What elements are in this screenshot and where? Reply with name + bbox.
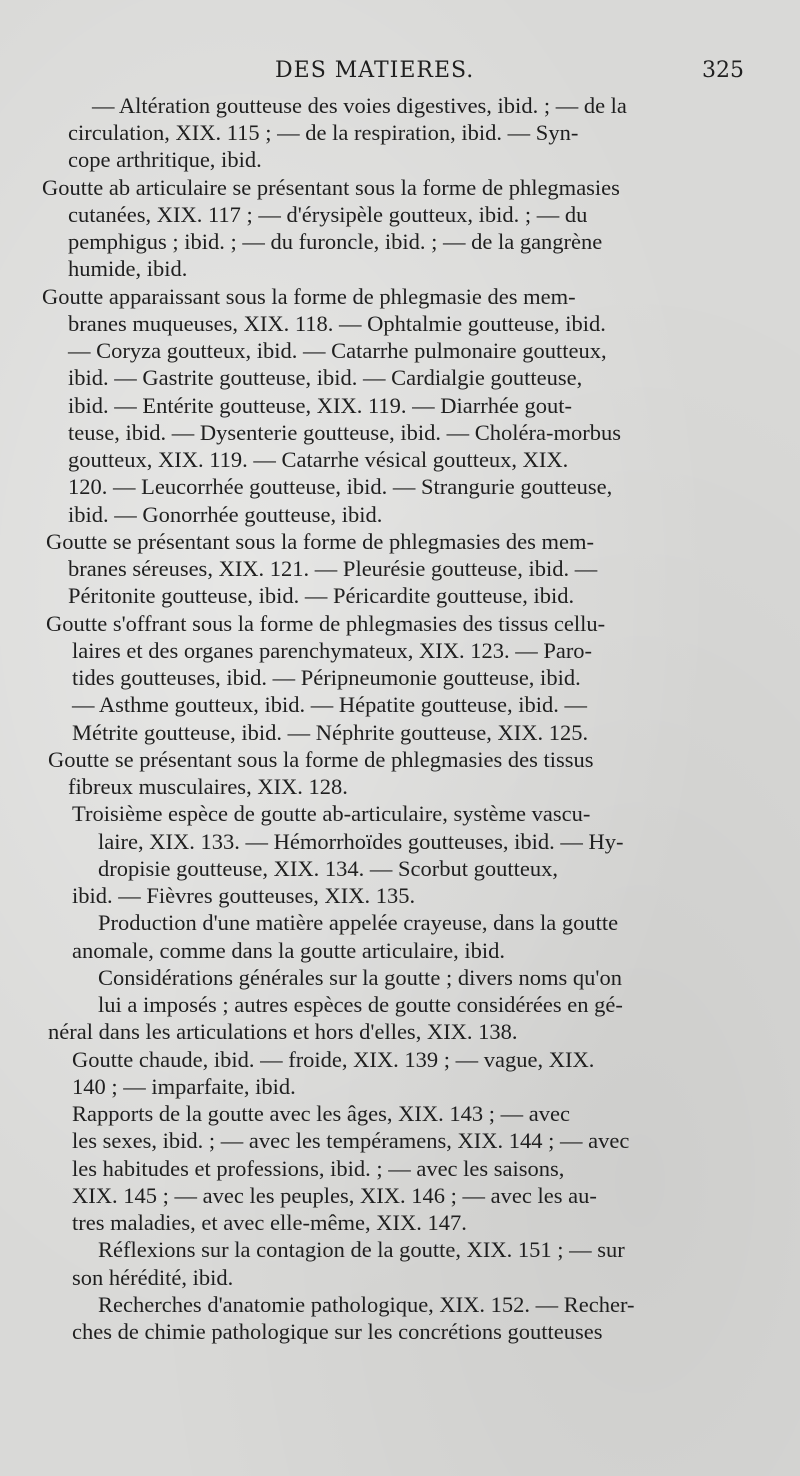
text-line: Goutte s'offrant sous la forme de phlegmasies des tissus cellu-	[46, 611, 606, 636]
text-line: les sexes, ibid. ; — avec les tempéramens, XIX. 144 ; — avec	[72, 1128, 630, 1153]
text-line: ibid. — Gonorrhée goutteuse, ibid.	[68, 502, 383, 527]
running-header	[0, 58, 800, 90]
text-line: tres maladies, et avec elle-même, XIX. 147.	[72, 1210, 467, 1235]
text-line: anomale, comme dans la goutte articulaire, ibid.	[72, 938, 505, 963]
text-line: goutteux, XIX. 119. — Catarrhe vésical goutteux, XIX.	[68, 447, 569, 472]
text-line: cope arthritique, ibid.	[68, 147, 262, 172]
text-line: — Altération goutteuse des voies digestives, ibid. ; — de la	[92, 93, 627, 118]
header-title: DES MATIERES.	[275, 58, 475, 83]
text-line: dropisie goutteuse, XIX. 134. — Scorbut goutteux,	[98, 856, 558, 881]
text-line: branes séreuses, XIX. 121. — Pleurésie goutteuse, ibid. —	[68, 556, 598, 581]
text-line: Goutte chaude, ibid. — froide, XIX. 139 ; — vague, XIX.	[72, 1047, 595, 1072]
text-line: Rapports de la goutte avec les âges, XIX. 143 ; — avec	[72, 1101, 570, 1126]
text-line: ibid. — Gastrite goutteuse, ibid. — Cardialgie goutteuse,	[68, 365, 583, 390]
text-line: Péritonite goutteuse, ibid. — Péricardite goutteuse, ibid.	[68, 583, 575, 608]
text-line: Goutte se présentant sous la forme de phlegmasies des tissus	[48, 747, 594, 772]
text-line: les habitudes et professions, ibid. ; — avec les saisons,	[72, 1156, 565, 1181]
text-line: XIX. 145 ; — avec les peuples, XIX. 146 ; — avec les au-	[72, 1183, 597, 1208]
text-line: laires et des organes parenchymateux, XIX. 123. — Paro-	[72, 638, 593, 663]
text-line: circulation, XIX. 115 ; — de la respiration, ibid. — Syn-	[68, 120, 579, 145]
text-line: branes muqueuses, XIX. 118. — Ophtalmie goutteuse, ibid.	[68, 311, 606, 336]
text-line: ibid. — Entérite goutteuse, XIX. 119. — Diarrhée gout-	[68, 393, 573, 418]
text-line: pemphigus ; ibid. ; — du furoncle, ibid. ; — de la gangrène	[68, 229, 603, 254]
text-line: lui a imposés ; autres espèces de goutte considérées en gé-	[98, 992, 623, 1017]
text-line: fibreux musculaires, XIX. 128.	[68, 774, 348, 799]
text-line: ches de chimie pathologique sur les concrétions goutteuses	[72, 1319, 603, 1344]
text-line: Production d'une matière appelée crayeuse, dans la goutte	[98, 910, 619, 935]
text-line: Considérations générales sur la goutte ; divers noms qu'on	[98, 965, 622, 990]
text-line: 120. — Leucorrhée goutteuse, ibid. — Strangurie goutteuse,	[68, 474, 613, 499]
text-line: 140 ; — imparfaite, ibid.	[72, 1074, 296, 1099]
text-line: ibid. — Fièvres goutteuses, XIX. 135.	[72, 883, 416, 908]
text-line: Goutte se présentant sous la forme de phlegmasies des mem-	[46, 529, 594, 554]
text-line: Goutte apparaissant sous la forme de phlegmasie des mem-	[42, 284, 576, 309]
text-line: Goutte ab articulaire se présentant sous la forme de phlegmasies	[42, 175, 620, 200]
text-line: son hérédité, ibid.	[72, 1265, 234, 1290]
text-line: teuse, ibid. — Dysenterie goutteuse, ibid. — Choléra-morbus	[68, 420, 622, 445]
text-line: — Asthme goutteux, ibid. — Hépatite goutteuse, ibid. —	[72, 692, 587, 717]
text-line: Troisième espèce de goutte ab-articulaire, système vascu-	[72, 801, 591, 826]
text-line: — Coryza goutteux, ibid. — Catarrhe pulmonaire goutteux,	[68, 338, 607, 363]
text-line: laire, XIX. 133. — Hémorrhoïdes goutteuses, ibid. — Hy-	[98, 829, 624, 854]
text-line: humide, ibid.	[68, 256, 188, 281]
text-line: tides goutteuses, ibid. — Péripneumonie goutteuse, ibid.	[72, 665, 581, 690]
text-line: cutanées, XIX. 117 ; — d'érysipèle goutteux, ibid. ; — du	[68, 202, 588, 227]
text-line: Métrite goutteuse, ibid. — Néphrite goutteuse, XIX. 125.	[72, 720, 589, 745]
text-line: Réflexions sur la contagion de la goutte, XIX. 151 ; — sur	[98, 1237, 625, 1262]
text-line: Recherches d'anatomie pathologique, XIX. 152. — Recher-	[98, 1292, 635, 1317]
text-line: néral dans les articulations et hors d'elles, XIX. 138.	[48, 1019, 518, 1044]
page-number: 325	[702, 58, 744, 83]
